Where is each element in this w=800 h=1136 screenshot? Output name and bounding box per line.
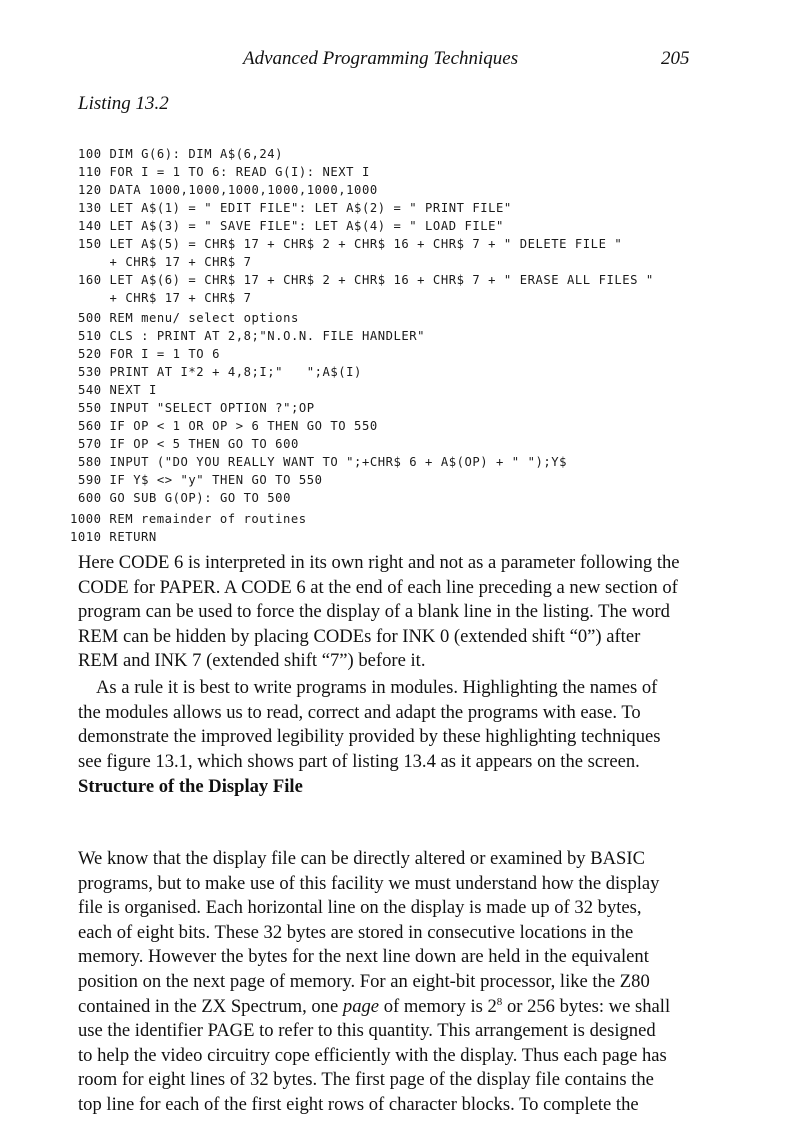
text-line: see figure 13.1, which shows part of listing 13.4 as it appears on the screen. [78,750,640,772]
text-segment: use the identifier PAGE to refer to this quantity. This arrangement is designed [78,1020,656,1042]
text-segment: of memory is 2 [379,995,497,1017]
text-line [78,970,718,995]
code-line: 160 LET A$(6) = CHR$ 17 + CHR$ 2 + CHR$ 16 + CHR$ 7 + " ERASE ALL FILES " [78,273,654,287]
text-line: Here CODE 6 is interpreted in its own right and not as a parameter following the [78,552,680,573]
emphasis: page [342,995,380,1017]
running-header-title: Advanced Programming Techniques [243,48,519,69]
code-block-setup [78,145,654,307]
text-line: CODE for PAPER. A CODE 6 at the end of each line preceding a new section of [78,576,678,598]
text-line: program can be used to force the display of a blank line in the listing. The word [78,601,670,623]
text-line [78,1093,718,1118]
code-line: 520 FOR I = 1 TO 6 [78,347,220,361]
section-heading: Structure of the Display File [78,776,303,797]
text-line [78,1044,718,1069]
text-line [78,1019,718,1044]
code-line: 1010 RETURN [70,530,157,544]
code-line: 600 GO SUB G(OP): GO TO 500 [78,491,291,505]
text-line: demonstrate the improved legibility provided by these highlighting techniques [78,726,661,748]
code-line: 550 INPUT "SELECT OPTION ?";OP [78,401,315,415]
code-line: 510 CLS : PRINT AT 2,8;"N.O.N. FILE HANDLER" [78,329,426,343]
text-line [78,847,718,872]
code-line: 540 NEXT I [78,383,157,397]
text-line [78,872,718,897]
code-line: 100 DIM G(6): DIM A$(6,24) [78,147,284,161]
listing-label: Listing 13.2 [78,93,169,114]
text-segment: programs, but to make use of this facility we must understand how the display [78,872,660,894]
code-line: 110 FOR I = 1 TO 6: READ G(I): NEXT I [78,165,370,179]
code-line: 570 IF OP < 5 THEN GO TO 600 [78,437,299,451]
text-segment: room for eight lines of 32 bytes. The first page of the display file contains the [78,1069,654,1091]
code-line: 1000 REM remainder of routines [70,512,307,526]
code-line: + CHR$ 17 + CHR$ 7 [78,291,252,305]
text-segment: position on the next page of memory. For an eight-bit processor, like the Z80 [78,970,650,992]
code-line: 120 DATA 1000,1000,1000,1000,1000,1000 [78,183,378,197]
code-line: 130 LET A$(1) = " EDIT FILE": LET A$(2) = " PRINT FILE" [78,201,512,215]
text-segment: We know that the display file can be directly altered or examined by BASIC [78,848,645,869]
text-line: REM can be hidden by placing CODEs for INK 0 (extended shift “0”) after [78,625,641,647]
text-line: As a rule it is best to write programs in modules. Highlighting the names of [96,677,658,698]
text-segment: memory. However the bytes for the next line down are held in the equivalent [78,946,649,968]
paragraph-code6 [78,551,718,674]
text-line: the modules allows us to read, correct and adapt the programs with ease. To [78,701,641,723]
text-line [78,945,718,970]
code-line: 560 IF OP < 1 OR OP > 6 THEN GO TO 550 [78,419,378,433]
text-segment: file is organised. Each horizontal line on the display is made up of 32 bytes, [78,897,642,919]
code-line: 590 IF Y$ <> "y" THEN GO TO 550 [78,473,323,487]
paragraph-display-file [78,847,718,1118]
code-block-routines [70,510,307,546]
text-line [78,1068,718,1093]
page-number: 205 [661,48,690,69]
text-line [78,995,718,1020]
text-line: REM and INK 7 (extended shift “7”) before it. [78,650,426,672]
code-line: 530 PRINT AT I*2 + 4,8;I;" ";A$(I) [78,365,362,379]
text-segment: to help the video circuitry cope efficiently with the display. Thus each page has [78,1044,667,1066]
text-segment: top line for each of the first eight rows of character blocks. To complete the [78,1093,639,1115]
code-line: + CHR$ 17 + CHR$ 7 [78,255,252,269]
paragraph-modules [78,676,718,774]
text-line [78,896,718,921]
text-segment: contained in the ZX Spectrum, one [78,995,343,1017]
text-segment: each of eight bits. These 32 bytes are stored in consecutive locations in the [78,921,634,943]
code-line: 580 INPUT ("DO YOU REALLY WANT TO ";+CHR$ 6 + A$(OP) + " ");Y$ [78,455,568,469]
superscript: 8 [496,995,503,1008]
code-line: 150 LET A$(5) = CHR$ 17 + CHR$ 2 + CHR$ 16 + CHR$ 7 + " DELETE FILE " [78,237,623,251]
code-block-menu [78,309,567,507]
text-segment: or 256 bytes: we shall [502,995,671,1017]
code-line: 500 REM menu/ select options [78,311,299,325]
text-line [78,921,718,946]
code-line: 140 LET A$(3) = " SAVE FILE": LET A$(4) = " LOAD FILE" [78,219,504,233]
